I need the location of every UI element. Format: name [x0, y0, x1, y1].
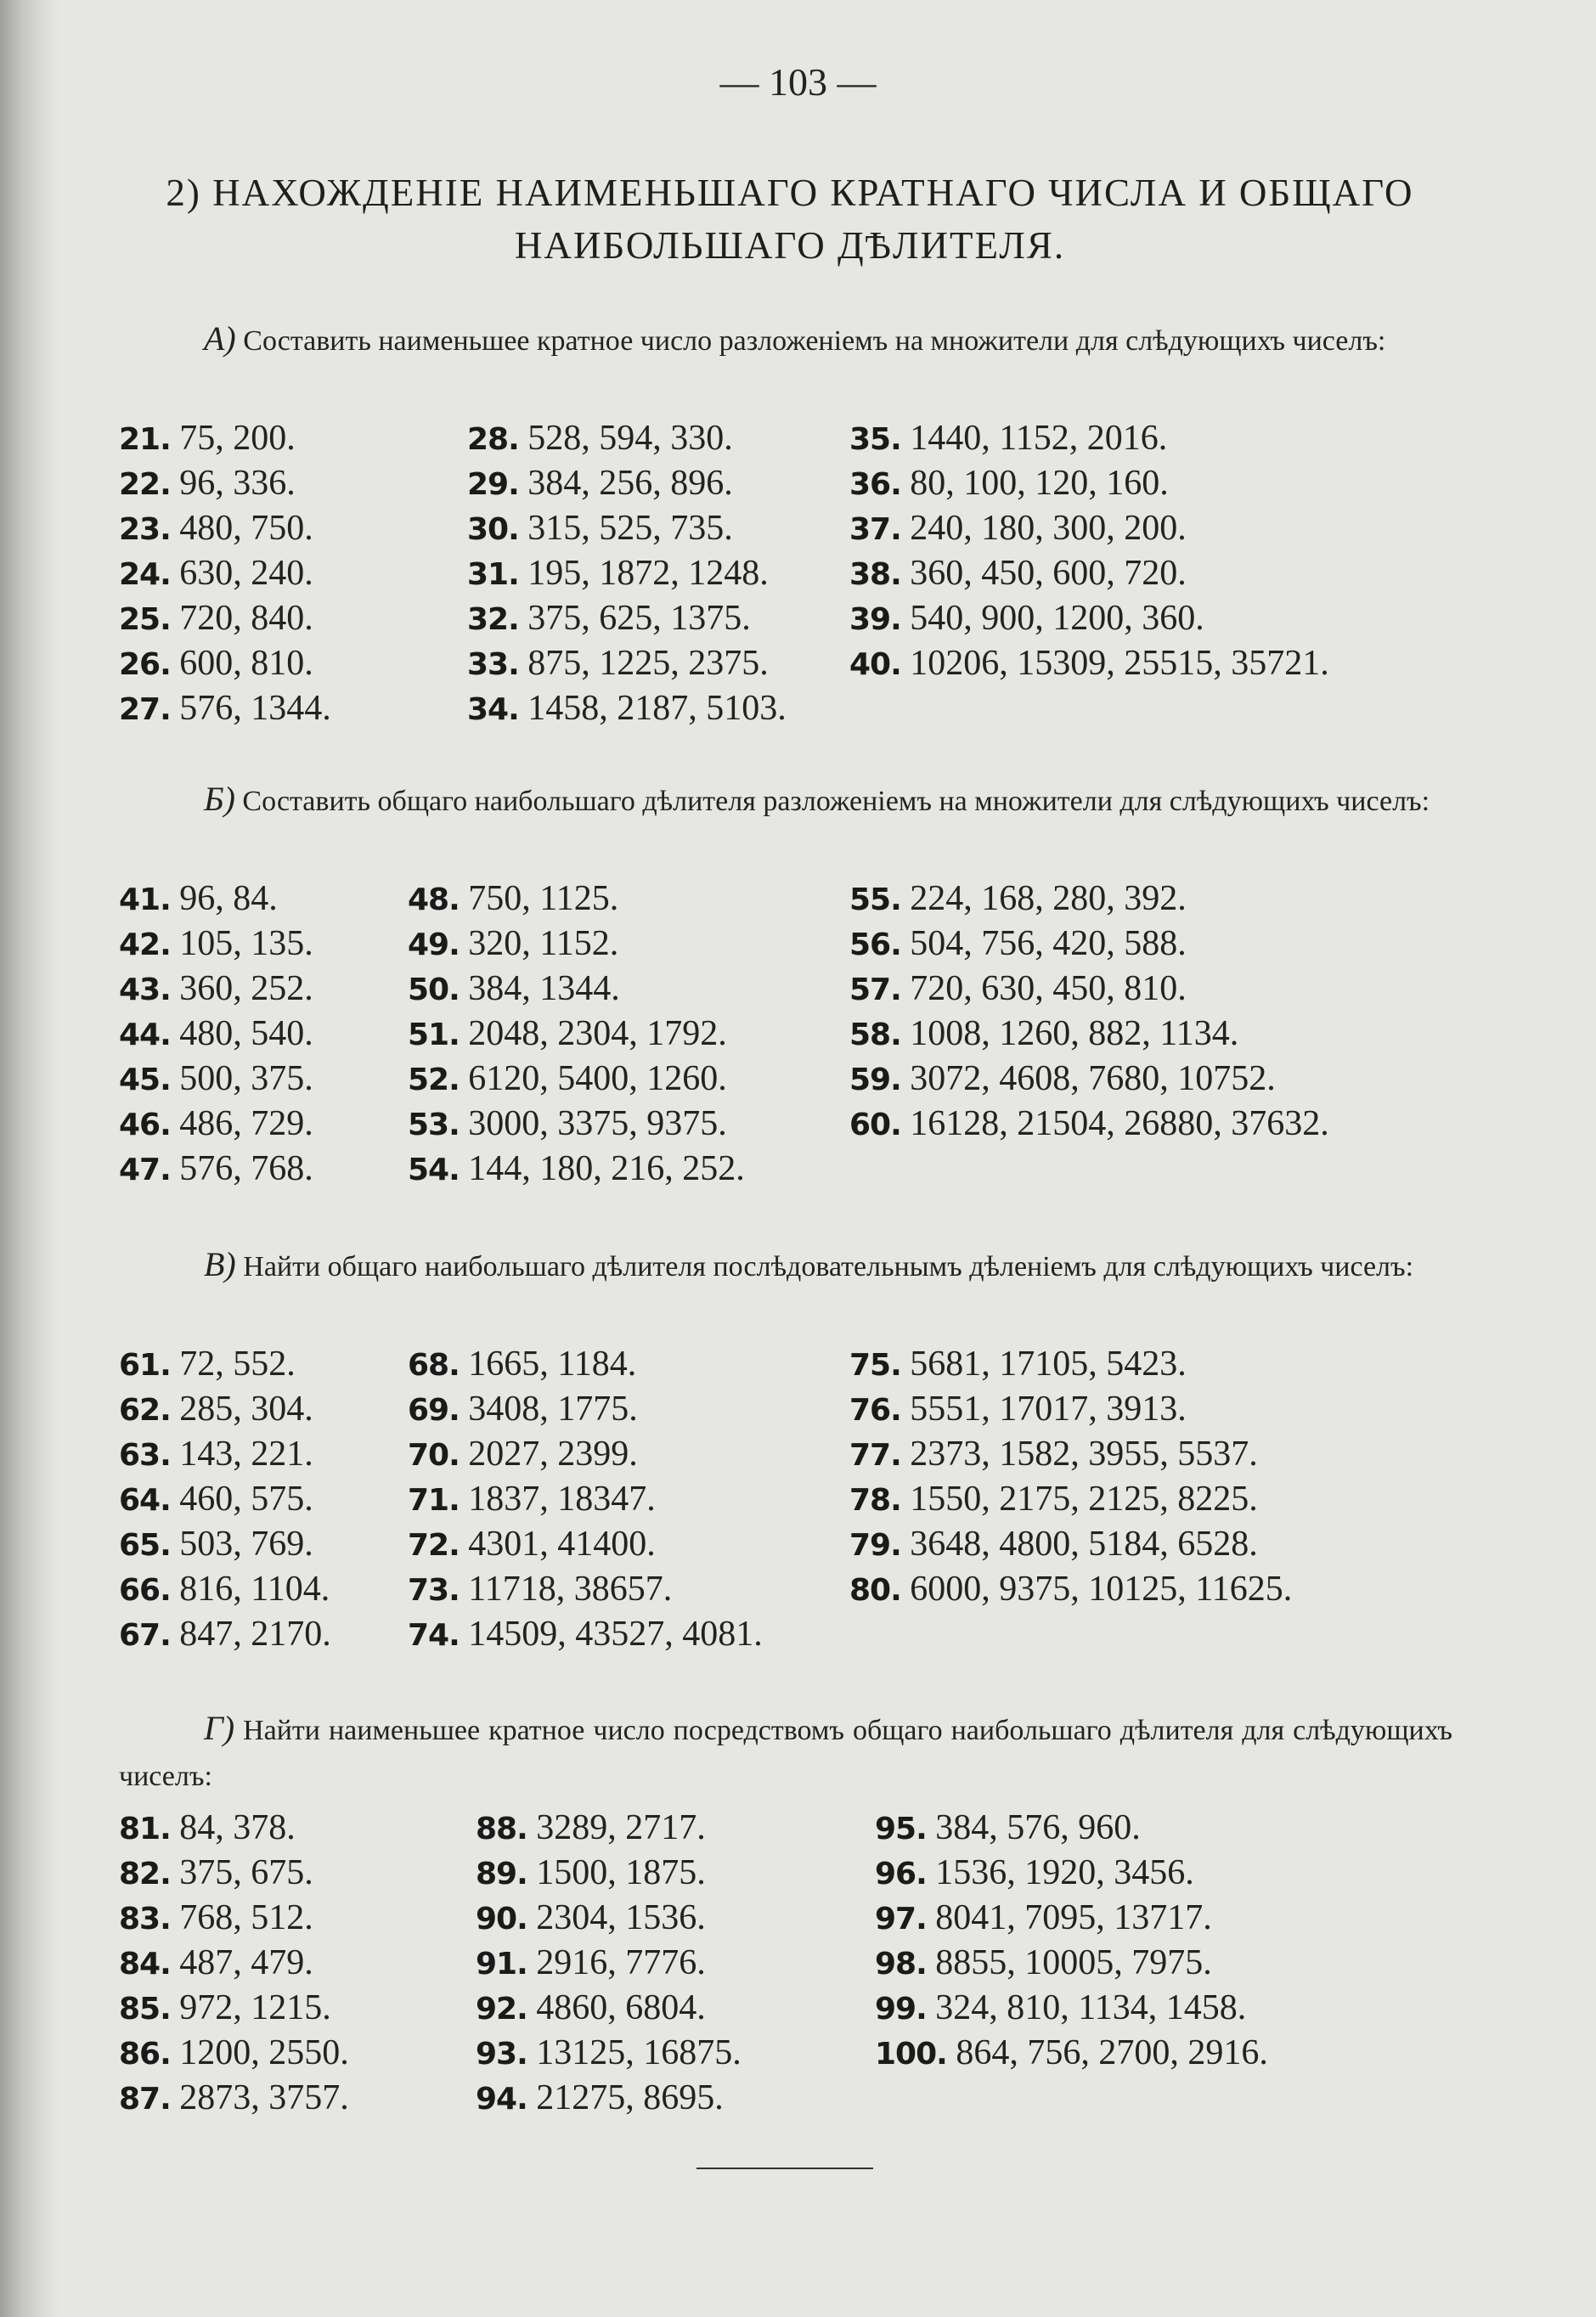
exercise-item — [119, 596, 313, 642]
exercise-values: 1536, 1920, 3456. — [935, 1853, 1194, 1892]
exercise-values: 487, 479. — [179, 1943, 313, 1982]
exercise-item — [849, 1387, 1187, 1433]
exercise-values: 720, 840. — [179, 599, 313, 638]
exercise-values: 11718, 38657. — [468, 1570, 673, 1609]
exercise-item — [849, 1342, 1187, 1388]
exercise-values: 4301, 41400. — [468, 1525, 656, 1564]
exercise-row — [119, 1012, 1457, 1057]
exercise-values: 576, 1344. — [179, 689, 331, 728]
exercise-number: 93. — [476, 2037, 527, 2072]
exercise-number: 68. — [408, 1348, 460, 1383]
exercise-number: 23. — [119, 512, 171, 547]
exercise-number: 53. — [408, 1108, 460, 1142]
exercise-item — [875, 1986, 1246, 2032]
exercise-item — [849, 877, 1187, 922]
exercise-values: 528, 594, 330. — [527, 419, 733, 458]
exercise-values: 10206, 15309, 25515, 35721. — [910, 644, 1329, 683]
exercise-number: 57. — [849, 972, 901, 1007]
section-letter: В) — [204, 1245, 236, 1283]
exercise-values: 72, 552. — [179, 1345, 296, 1384]
exercise-number: 54. — [408, 1153, 460, 1187]
exercise-item — [119, 877, 278, 922]
exercise-values: 75, 200. — [179, 419, 296, 458]
exercise-values: 816, 1104. — [179, 1570, 330, 1609]
exercise-values: 143, 221. — [179, 1435, 313, 1474]
exercise-number: 38. — [849, 557, 901, 592]
exercise-values: 8041, 7095, 13717. — [935, 1898, 1212, 1937]
section-letter: Г) — [204, 1709, 235, 1747]
exercise-item — [119, 1477, 313, 1523]
exercise-number: 91. — [476, 1947, 527, 1982]
exercise-number: 74. — [408, 1618, 460, 1653]
exercise-number: 40. — [849, 647, 901, 682]
exercise-item — [875, 1851, 1194, 1897]
exercise-values: 360, 252. — [179, 969, 313, 1008]
exercise-number: 75. — [849, 1348, 901, 1383]
exercise-item — [408, 1477, 656, 1523]
exercise-values: 504, 756, 420, 588. — [910, 924, 1187, 963]
exercise-item — [119, 1432, 313, 1478]
exercise-item — [119, 1986, 331, 2032]
exercise-item — [467, 686, 787, 732]
exercise-number: 22. — [119, 467, 171, 502]
exercise-item — [849, 1477, 1258, 1523]
section-a-instruction — [119, 316, 1452, 364]
exercise-number: 26. — [119, 647, 171, 682]
exercise-row — [119, 1477, 1457, 1522]
exercise-number: 42. — [119, 927, 171, 962]
exercise-number: 59. — [849, 1063, 901, 1097]
exercise-row — [119, 1057, 1457, 1102]
exercise-number: 72. — [408, 1528, 460, 1563]
exercise-number: 81. — [119, 1812, 171, 1846]
exercise-number: 36. — [849, 467, 901, 502]
exercise-values: 480, 750. — [179, 509, 313, 548]
exercise-item — [849, 1057, 1276, 1102]
exercise-number: 85. — [119, 1992, 171, 2027]
exercise-values: 2916, 7776. — [536, 1943, 706, 1982]
instruction-text: Составить общаго наибольшаго дѣлителя разложеніемъ на множители для слѣдующихъ чиселъ: — [242, 786, 1430, 817]
exercise-item — [119, 1012, 313, 1057]
exercise-values: 13125, 16875. — [536, 2033, 742, 2072]
exercise-values: 2048, 2304, 1792. — [468, 1014, 727, 1053]
exercise-values: 480, 540. — [179, 1014, 313, 1053]
exercise-values: 1500, 1875. — [536, 1853, 706, 1892]
exercise-item — [476, 2076, 724, 2122]
exercise-number: 96. — [875, 1857, 927, 1891]
exercise-values: 16128, 21504, 26880, 37632. — [910, 1104, 1329, 1143]
exercise-grid — [119, 1806, 1457, 2121]
exercise-values: 315, 525, 735. — [527, 509, 733, 548]
exercise-number: 28. — [467, 422, 519, 457]
exercise-item — [476, 1986, 706, 2032]
exercise-row — [119, 1806, 1457, 1851]
exercise-item — [467, 461, 733, 507]
exercise-item — [408, 967, 620, 1012]
exercise-item — [408, 1522, 656, 1568]
exercise-number: 31. — [467, 557, 519, 592]
exercise-item — [476, 1851, 706, 1897]
exercise-item — [119, 1941, 313, 1987]
exercise-number: 84. — [119, 1947, 171, 1982]
exercise-number: 32. — [467, 602, 519, 637]
exercise-values: 2304, 1536. — [536, 1898, 706, 1937]
exercise-number: 99. — [875, 1992, 927, 2027]
exercise-item — [119, 1567, 330, 1613]
exercise-number: 73. — [408, 1573, 460, 1608]
exercise-row — [119, 1522, 1457, 1567]
exercise-item — [119, 1806, 296, 1852]
exercise-values: 864, 756, 2700, 2916. — [956, 2033, 1268, 2072]
exercise-item — [875, 1896, 1212, 1942]
exercise-row — [119, 686, 1457, 731]
exercise-values: 96, 336. — [179, 464, 296, 503]
exercise-number: 21. — [119, 422, 171, 457]
exercise-item — [849, 967, 1187, 1012]
exercise-number: 39. — [849, 602, 901, 637]
exercise-values: 144, 180, 216, 252. — [468, 1149, 745, 1188]
exercise-values: 768, 512. — [179, 1898, 313, 1937]
exercise-number: 33. — [467, 647, 519, 682]
exercise-number: 92. — [476, 1992, 527, 2027]
instruction-text: Составить наименьшее кратное число разложеніемъ на множители для слѣдующихъ чиселъ: — [243, 325, 1386, 357]
exercise-item — [849, 922, 1187, 967]
exercise-number: 97. — [875, 1902, 927, 1936]
exercise-values: 384, 1344. — [468, 969, 620, 1008]
exercise-number: 35. — [849, 422, 901, 457]
exercise-number: 71. — [408, 1483, 460, 1518]
exercise-values: 630, 240. — [179, 554, 313, 593]
exercise-values: 503, 769. — [179, 1525, 313, 1564]
exercise-item — [408, 1387, 638, 1433]
exercise-row — [119, 877, 1457, 922]
exercise-values: 576, 768. — [179, 1149, 313, 1188]
exercise-number: 56. — [849, 927, 901, 962]
section-b-instruction — [119, 776, 1452, 825]
exercise-item — [849, 551, 1187, 597]
exercise-number: 86. — [119, 2037, 171, 2072]
exercise-item — [408, 1432, 638, 1478]
exercise-number: 27. — [119, 692, 171, 727]
exercise-item — [476, 1896, 706, 1942]
exercise-row — [119, 922, 1457, 967]
exercise-values: 105, 135. — [179, 924, 313, 963]
exercise-values: 285, 304. — [179, 1390, 313, 1429]
exercise-grid — [119, 1342, 1457, 1657]
exercise-number: 67. — [119, 1618, 171, 1653]
instruction-text: Найти наименьшее кратное число посредствомъ общаго наибольшаго дѣлителя для слѣдующихъ чиселъ: — [119, 1715, 1452, 1792]
exercise-values: 5681, 17105, 5423. — [910, 1345, 1187, 1384]
section-letter: Б) — [204, 780, 235, 818]
exercise-number: 50. — [408, 972, 460, 1007]
exercise-item — [119, 922, 313, 967]
exercise-number: 83. — [119, 1902, 171, 1936]
exercise-grid — [119, 416, 1457, 731]
exercise-number: 55. — [849, 882, 901, 917]
exercise-item — [119, 2031, 349, 2077]
exercise-row — [119, 596, 1457, 641]
exercise-number: 70. — [408, 1438, 460, 1473]
exercise-values: 195, 1872, 1248. — [527, 554, 769, 593]
exercise-item — [476, 2031, 742, 2077]
exercise-number: 63. — [119, 1438, 171, 1473]
exercise-item — [467, 416, 733, 462]
exercise-item — [119, 506, 313, 552]
section-v-instruction — [119, 1242, 1452, 1290]
exercise-values: 1200, 2550. — [179, 2033, 349, 2072]
heading-line-2: НАИБОЛЬШАГО ДѢЛИТЕЛЯ. — [514, 224, 1066, 267]
exercise-row — [119, 1896, 1457, 1941]
exercise-item — [119, 461, 296, 507]
exercise-values: 1837, 18347. — [468, 1480, 656, 1519]
exercise-row — [119, 1567, 1457, 1612]
exercise-item — [119, 1612, 331, 1658]
closing-rule — [696, 2168, 873, 2169]
exercise-item — [119, 1851, 313, 1897]
exercise-values: 5551, 17017, 3913. — [910, 1390, 1187, 1429]
exercise-item — [408, 1057, 727, 1102]
exercise-number: 95. — [875, 1812, 927, 1846]
exercise-number: 88. — [476, 1812, 527, 1846]
exercise-item — [408, 1567, 672, 1613]
exercise-row — [119, 1612, 1457, 1657]
exercise-item — [408, 1012, 727, 1057]
exercise-grid — [119, 877, 1457, 1192]
heading-line-1: 2) НАХОЖДЕНІЕ НАИМЕНЬШАГО КРАТНАГО ЧИСЛА И ОБЩАГО — [166, 172, 1414, 214]
exercise-values: 224, 168, 280, 392. — [910, 879, 1187, 918]
exercise-number: 25. — [119, 602, 171, 637]
exercise-number: 69. — [408, 1393, 460, 1428]
exercise-values: 384, 576, 960. — [935, 1808, 1141, 1847]
exercise-item — [408, 922, 618, 967]
exercise-row — [119, 1986, 1457, 2031]
exercise-row — [119, 2076, 1457, 2121]
exercise-row — [119, 506, 1457, 551]
exercise-values: 4860, 6804. — [536, 1988, 706, 2027]
exercise-values: 2027, 2399. — [468, 1435, 638, 1474]
exercise-item — [119, 1057, 313, 1102]
exercise-values: 384, 256, 896. — [527, 464, 733, 503]
exercise-number: 51. — [408, 1018, 460, 1052]
exercise-values: 3648, 4800, 5184, 6528. — [910, 1525, 1258, 1564]
exercise-number: 45. — [119, 1063, 171, 1097]
exercise-item — [119, 1522, 313, 1568]
exercise-number: 87. — [119, 2082, 171, 2117]
exercise-row — [119, 2031, 1457, 2076]
exercise-row — [119, 641, 1457, 686]
exercise-row — [119, 1387, 1457, 1432]
exercise-item — [849, 1102, 1329, 1147]
exercise-item — [408, 1612, 763, 1658]
exercise-row — [119, 1147, 1457, 1192]
exercise-values: 1008, 1260, 882, 1134. — [910, 1014, 1239, 1053]
exercise-item — [408, 1102, 727, 1147]
exercise-item — [119, 967, 313, 1012]
exercise-number: 90. — [476, 1902, 527, 1936]
exercise-values: 540, 900, 1200, 360. — [910, 599, 1204, 638]
exercise-item — [849, 1522, 1258, 1568]
exercise-values: 2373, 1582, 3955, 5537. — [910, 1435, 1258, 1474]
exercise-number: 30. — [467, 512, 519, 547]
exercise-number: 44. — [119, 1018, 171, 1052]
exercise-item — [119, 1342, 296, 1388]
exercise-number: 24. — [119, 557, 171, 592]
exercise-values: 1458, 2187, 5103. — [527, 689, 787, 728]
exercise-values: 600, 810. — [179, 644, 313, 683]
exercise-item — [849, 461, 1169, 507]
exercise-number: 29. — [467, 467, 519, 502]
exercise-item — [408, 1342, 636, 1388]
exercise-number: 41. — [119, 882, 171, 917]
exercise-row — [119, 967, 1457, 1012]
exercise-item — [849, 641, 1329, 687]
exercise-item — [119, 686, 331, 732]
exercise-values: 80, 100, 120, 160. — [910, 464, 1169, 503]
exercise-number: 52. — [408, 1063, 460, 1097]
exercise-row — [119, 461, 1457, 506]
exercise-values: 6000, 9375, 10125, 11625. — [910, 1570, 1293, 1609]
exercise-number: 100. — [875, 2037, 947, 2072]
exercise-item — [119, 1387, 313, 1433]
exercise-values: 240, 180, 300, 200. — [910, 509, 1187, 548]
exercise-row — [119, 1941, 1457, 1986]
exercise-number: 48. — [408, 882, 460, 917]
exercise-item — [119, 1102, 313, 1147]
instruction-text: Найти общаго наибольшаго дѣлителя послѣдовательнымъ дѣленіемъ для слѣдующихъ чиселъ: — [243, 1251, 1414, 1283]
exercise-values: 96, 84. — [179, 879, 278, 918]
exercise-item — [849, 1012, 1238, 1057]
exercise-item — [849, 1567, 1292, 1613]
exercise-number: 78. — [849, 1483, 901, 1518]
exercise-row — [119, 1432, 1457, 1477]
section-letter: А) — [204, 319, 236, 358]
exercise-number: 76. — [849, 1393, 901, 1428]
exercise-values: 1440, 1152, 2016. — [910, 419, 1168, 458]
exercise-item — [119, 551, 313, 597]
exercise-values: 1550, 2175, 2125, 8225. — [910, 1480, 1258, 1519]
exercise-item — [467, 506, 733, 552]
exercise-number: 66. — [119, 1573, 171, 1608]
exercise-item — [119, 641, 313, 687]
exercise-values: 320, 1152. — [468, 924, 619, 963]
section-g-instruction — [119, 1705, 1452, 1800]
exercise-item — [476, 1806, 706, 1852]
exercise-number: 34. — [467, 692, 519, 727]
exercise-values: 360, 450, 600, 720. — [910, 554, 1187, 593]
exercise-values: 972, 1215. — [179, 1988, 331, 2027]
exercise-number: 43. — [119, 972, 171, 1007]
exercise-values: 3408, 1775. — [468, 1390, 638, 1429]
exercise-values: 6120, 5400, 1260. — [468, 1059, 727, 1098]
exercise-item — [849, 1432, 1258, 1478]
exercise-item — [467, 596, 751, 642]
exercise-item — [119, 1147, 313, 1192]
exercise-values: 3289, 2717. — [536, 1808, 706, 1847]
exercise-row — [119, 1342, 1457, 1387]
exercise-number: 80. — [849, 1573, 901, 1608]
exercise-number: 94. — [476, 2082, 527, 2117]
exercise-number: 65. — [119, 1528, 171, 1563]
exercise-values: 84, 378. — [179, 1808, 296, 1847]
exercise-values: 1665, 1184. — [468, 1345, 637, 1384]
exercise-number: 64. — [119, 1483, 171, 1518]
exercise-item — [875, 1806, 1141, 1852]
exercise-values: 847, 2170. — [179, 1615, 331, 1654]
exercise-item — [408, 1147, 745, 1192]
exercise-values: 324, 810, 1134, 1458. — [935, 1988, 1247, 2027]
exercise-item — [849, 416, 1167, 462]
exercise-row — [119, 551, 1457, 596]
exercise-values: 375, 625, 1375. — [527, 599, 751, 638]
exercise-values: 3000, 3375, 9375. — [468, 1104, 727, 1143]
exercise-number: 47. — [119, 1153, 171, 1187]
exercise-values: 21275, 8695. — [536, 2078, 724, 2117]
exercise-values: 2873, 3757. — [179, 2078, 349, 2117]
exercise-item — [849, 506, 1187, 552]
exercise-values: 375, 675. — [179, 1853, 313, 1892]
exercise-item — [408, 877, 618, 922]
page-number: — 103 — — [719, 60, 877, 104]
exercise-number: 82. — [119, 1857, 171, 1891]
exercise-row — [119, 1851, 1457, 1896]
exercise-number: 49. — [408, 927, 460, 962]
exercise-item — [119, 416, 296, 462]
exercise-number: 37. — [849, 512, 901, 547]
exercise-item — [467, 551, 769, 597]
exercise-values: 720, 630, 450, 810. — [910, 969, 1187, 1008]
exercise-row — [119, 1102, 1457, 1147]
exercise-values: 750, 1125. — [468, 879, 619, 918]
exercise-number: 79. — [849, 1528, 901, 1563]
exercise-item — [875, 2031, 1268, 2077]
chapter-heading — [119, 166, 1461, 272]
exercise-number: 61. — [119, 1348, 171, 1383]
exercise-item — [476, 1941, 706, 1987]
exercise-item — [849, 596, 1204, 642]
exercise-values: 500, 375. — [179, 1059, 313, 1098]
exercise-number: 46. — [119, 1108, 171, 1142]
exercise-item — [467, 641, 769, 687]
exercise-number: 62. — [119, 1393, 171, 1428]
exercise-number: 77. — [849, 1438, 901, 1473]
exercise-values: 8855, 10005, 7975. — [935, 1943, 1212, 1982]
exercise-number: 98. — [875, 1947, 927, 1982]
exercise-values: 875, 1225, 2375. — [527, 644, 769, 683]
exercise-item — [119, 2076, 349, 2122]
exercise-number: 58. — [849, 1018, 901, 1052]
exercise-values: 14509, 43527, 4081. — [468, 1615, 763, 1654]
exercise-values: 3072, 4608, 7680, 10752. — [910, 1059, 1276, 1098]
exercise-row — [119, 416, 1457, 461]
exercise-item — [119, 1896, 313, 1942]
exercise-number: 60. — [849, 1108, 901, 1142]
exercise-item — [875, 1941, 1212, 1987]
exercise-values: 460, 575. — [179, 1480, 313, 1519]
exercise-number: 89. — [476, 1857, 527, 1891]
exercise-values: 486, 729. — [179, 1104, 313, 1143]
